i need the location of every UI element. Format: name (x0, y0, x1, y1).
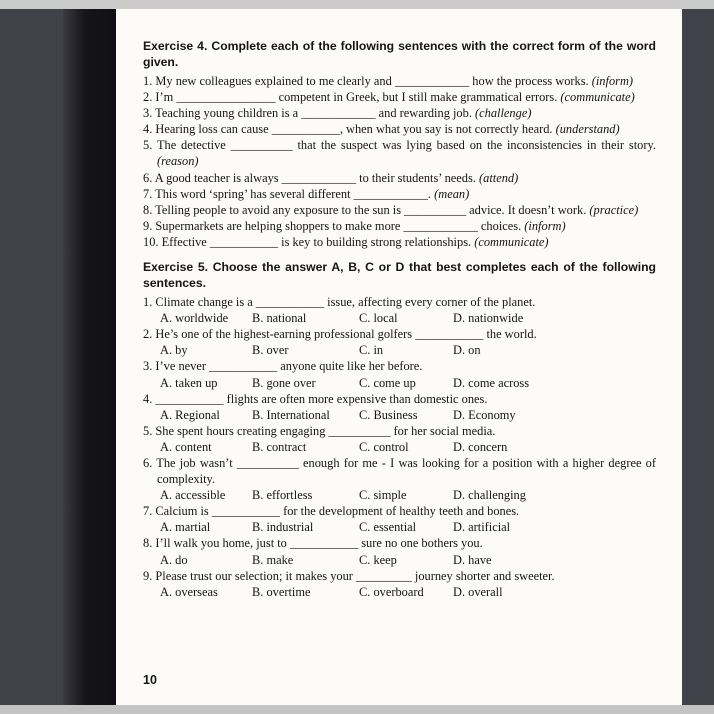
question-text: This word ‘spring’ has several different ____________. (155, 186, 432, 201)
question-text: I’ll walk you home, just to ___________ sure no one bothers you. (155, 536, 483, 551)
answer-option: C. overboard (359, 584, 424, 599)
multiple-choice-question (143, 391, 656, 423)
question-text: Hearing loss can cause ___________, when what you say is not correctly heard. (155, 122, 553, 137)
question-text: I’m ________________ competent in Greek, but I still make grammatical errors. (155, 90, 558, 105)
exercise-5-section (143, 259, 656, 600)
multiple-choice-question (143, 326, 656, 358)
question-number: 2. (143, 90, 153, 105)
multiple-choice-question (143, 568, 656, 600)
answer-option: D. have (453, 552, 492, 567)
book-spine-shadow (63, 9, 116, 705)
question-number: 1. (143, 74, 153, 88)
answer-option: C. local (359, 311, 398, 326)
question-number: 5. (143, 138, 153, 153)
answer-option: D. challenging (453, 488, 526, 503)
page-number: 10 (143, 673, 157, 687)
question-line (143, 503, 656, 519)
exercise-5-list (143, 294, 656, 600)
book-page (116, 9, 682, 705)
question-text: A good teacher is always ____________ to their students’ needs. (154, 170, 476, 185)
word-form-question (143, 137, 656, 169)
answer-option: C. come up (359, 375, 416, 390)
answer-options-row (160, 519, 656, 535)
question-number: 9. (143, 568, 153, 583)
word-hint: (attend) (479, 170, 519, 185)
answer-option: A. Regional (160, 407, 220, 422)
answer-option: D. overall (453, 584, 503, 599)
answer-option: B. effortless (252, 488, 313, 503)
question-line (143, 568, 656, 584)
word-form-question (143, 121, 656, 137)
answer-option: C. keep (359, 552, 397, 567)
answer-option: D. come across (453, 375, 530, 390)
question-text: Climate change is a ___________ issue, affecting every corner of the planet. (155, 295, 536, 310)
answer-option: B. national (252, 311, 307, 326)
question-number: 8. (143, 536, 153, 551)
question-text: Telling people to avoid any exposure to the sun is __________ advice. It doesn’t work. (155, 202, 587, 217)
answer-option: A. martial (160, 520, 211, 535)
answer-option: B. over (252, 343, 289, 358)
answer-option: A. do (160, 552, 188, 567)
answer-options-row (160, 552, 656, 568)
word-hint: (practice) (589, 202, 639, 217)
word-form-question (143, 105, 656, 121)
word-hint: (reason) (157, 154, 199, 169)
answer-option: C. essential (359, 520, 417, 535)
word-form-question (143, 89, 656, 105)
answer-option: B. overtime (252, 584, 311, 599)
word-form-question (143, 234, 656, 250)
word-hint: (communicate) (474, 234, 549, 249)
answer-option: D. nationwide (453, 311, 524, 326)
question-number: 10. (143, 234, 159, 249)
answer-option: B. make (252, 552, 294, 567)
question-text: He’s one of the highest-earning professional golfers ___________ the world. (155, 327, 537, 342)
answer-option: A. by (160, 343, 188, 358)
question-number: 4. (143, 391, 153, 406)
answer-options-row (160, 407, 656, 423)
photo-edge-top (0, 0, 714, 9)
question-number: 7. (143, 504, 153, 519)
word-form-question (143, 73, 656, 89)
answer-option: D. concern (453, 439, 508, 454)
answer-options-row (160, 439, 656, 455)
exercise-5-heading: Exercise 5. Choose the answer A, B, C or D that best completes each of the following sentences. (143, 260, 656, 291)
word-hint: (inform) (591, 74, 634, 88)
question-text: She spent hours creating engaging __________ for her social media. (155, 423, 496, 438)
photo-edge-bottom (0, 705, 714, 714)
answer-option: A. overseas (160, 584, 218, 599)
answer-option: B. gone over (252, 375, 316, 390)
question-text: I’ve never ___________ anyone quite like her before. (155, 359, 423, 374)
multiple-choice-question (143, 503, 656, 535)
answer-options-row (160, 310, 656, 326)
question-number: 8. (143, 202, 153, 217)
exercise-4-list (143, 73, 656, 250)
word-form-question (143, 218, 656, 234)
question-number: 6. (143, 170, 153, 185)
question-number: 4. (143, 122, 153, 137)
answer-options-row (160, 342, 656, 358)
word-form-question (143, 186, 656, 202)
answer-option: A. taken up (160, 375, 218, 390)
answer-option: C. Business (359, 407, 418, 422)
question-line (143, 455, 656, 487)
multiple-choice-question (143, 294, 656, 326)
exercise-4-heading: Exercise 4. Complete each of the following sentences with the correct form of the word given. (143, 39, 656, 69)
exercise-4-section (143, 38, 656, 250)
word-form-question (143, 202, 656, 218)
word-hint: (communicate) (560, 90, 635, 105)
word-hint: (challenge) (475, 106, 532, 121)
answer-option: B. International (252, 407, 330, 422)
question-line (143, 391, 656, 407)
question-number: 3. (143, 359, 153, 374)
answer-option: D. on (453, 343, 481, 358)
question-number: 3. (143, 106, 153, 121)
question-text: Calcium is ___________ for the development of healthy teeth and bones. (155, 504, 520, 519)
question-text: Please trust our selection; it makes your _________ journey shorter and sweeter. (155, 568, 555, 583)
question-line (143, 358, 656, 374)
multiple-choice-question (143, 535, 656, 567)
answer-option: A. accessible (160, 488, 226, 503)
word-form-question (143, 170, 656, 186)
multiple-choice-question (143, 423, 656, 455)
question-line (143, 423, 656, 439)
question-number: 5. (143, 423, 153, 438)
question-line (143, 294, 656, 310)
multiple-choice-question (143, 358, 656, 390)
answer-option: A. worldwide (160, 311, 229, 326)
question-text: My new colleagues explained to me clearly and ____________ how the process works. (155, 74, 589, 88)
question-number: 1. (143, 295, 153, 310)
answer-option: A. content (160, 439, 212, 454)
answer-options-row (160, 487, 656, 503)
multiple-choice-question (143, 455, 656, 503)
word-hint: (understand) (555, 122, 620, 137)
question-text: Teaching young children is a ____________ and rewarding job. (155, 106, 472, 121)
question-line (143, 535, 656, 551)
answer-option: D. Economy (453, 407, 516, 422)
question-text: Effective ___________ is key to building strong relationships. (161, 234, 472, 249)
answer-option: C. simple (359, 488, 407, 503)
word-hint: (mean) (434, 186, 470, 201)
answer-options-row (160, 584, 656, 600)
answer-option: D. artificial (453, 520, 511, 535)
answer-option: C. control (359, 439, 409, 454)
question-line (143, 326, 656, 342)
question-text: The job wasn’t __________ enough for me - I was looking for a position with a higher degree of complexity. (156, 455, 656, 487)
question-text: The detective __________ that the suspect was lying based on the inconsistencies in their story. (156, 138, 656, 153)
question-number: 7. (143, 186, 153, 201)
question-text: ___________ flights are often more expensive than domestic ones. (155, 391, 488, 406)
answer-option: B. industrial (252, 520, 314, 535)
question-number: 2. (143, 327, 153, 342)
answer-option: C. in (359, 343, 384, 358)
question-number: 9. (143, 218, 153, 233)
question-number: 6. (143, 455, 153, 470)
word-hint: (inform) (524, 218, 566, 233)
answer-option: B. contract (252, 439, 307, 454)
question-text: Supermarkets are helping shoppers to make more ____________ choices. (155, 218, 522, 233)
answer-options-row (160, 375, 656, 391)
